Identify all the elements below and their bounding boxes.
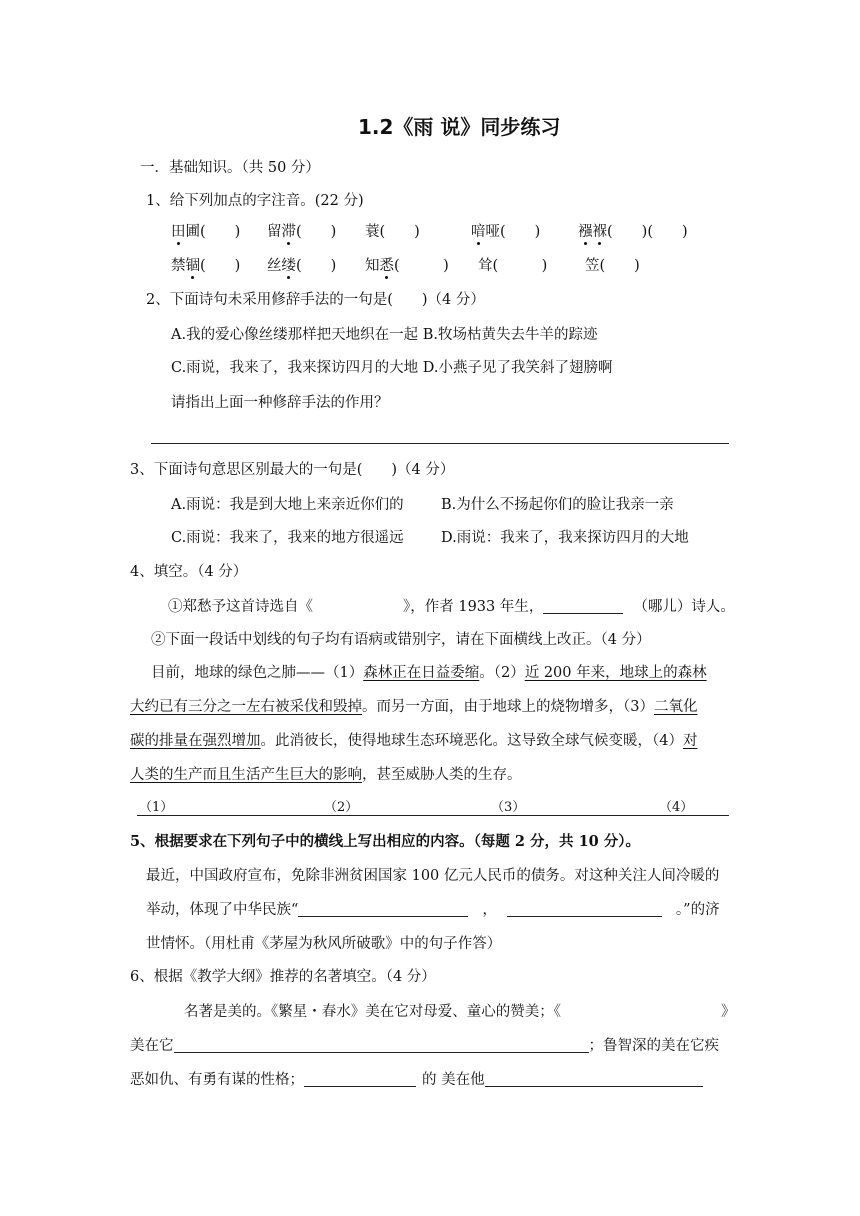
word-3: 蓑( ) [365,224,420,240]
question-6-line-1: 名著是美的。《繁星・春水》美在它对母爱、童心的赞美；《 》 [184,1004,736,1020]
passage-line-4: 人类的生产而且生活产生巨大的影响，甚至威胁人类的生存。 [130,767,522,783]
question-3-option-b: B.为什么不扬起你们的脸让我亲一亲 [441,497,674,513]
word-6: 禁锢( ) [171,258,241,274]
question-2-heading: 2、下面诗句未采用修辞手法的一句是( )（4 分） [146,292,485,308]
question-5-line-3: 世情怀。（用杜甫《茅屋为秋风所破歌》中的句子作答） [146,936,502,952]
answer-blank[interactable] [174,1036,589,1053]
passage-line-1: 目前，地球的绿色之肺——（1）森林正在日益委缩。（2）近 200 年来，地球上的森林 [151,665,707,681]
answer-blank[interactable] [507,900,662,917]
question-2-options-ab: A.我的爱心像丝缕那样把天地织在一起 B.牧场枯黄失去牛羊的踪迹 [171,327,598,343]
question-6-heading: 6、根据《教学大纲》推荐的名著填空。（4 分） [130,969,436,985]
passage-line-3: 碳的排量在强烈增加。此消彼长，使得地球生态环境恶化。这导致全球气候变暖，（4）对 [130,733,698,749]
word-5: 襁褓( )( ) [578,224,688,240]
question-6-line-2: 美在它 ；鲁智深的美在它疾 [130,1038,719,1054]
question-4-instruction: ②下面一段话中划线的句子均有语病或错别字，请在下面横线上改正。（4 分） [151,632,651,648]
section-heading: 一．基础知识。（共 50 分） [140,160,320,176]
answer-blank[interactable] [543,597,623,614]
correction-answer-line[interactable] [137,815,729,816]
question-3-heading: 3、下面诗句意思区别最大的一句是( )（4 分） [130,462,455,478]
word-10: 笠( ) [585,258,640,274]
word-7: 丝缕( ) [267,258,337,274]
question-4-fill-line: ①郑愁予这首诗选自《 》，作者 1933 年生， （哪儿）诗人。 [168,599,735,615]
answer-blank[interactable] [304,1070,416,1087]
answer-blank[interactable] [485,1070,703,1087]
word-4: 喑哑( ) [471,224,541,240]
passage-line-2: 大约已有三分之一左右被采伐和毁掉。而另一方面，由于地球上的烧物增多，（3）二氧化 [130,699,698,715]
word-8: 知悉( ) [365,258,449,274]
question-2-followup: 请指出上面一种修辞手法的作用？ [171,395,389,411]
word-2: 留滞( ) [267,224,337,240]
question-6-line-3: 恶如仇、有勇有谋的性格； 的 美在他 [130,1070,703,1090]
question-5-heading: 5、根据要求在下列句子中的横线上写出相应的内容。（每题 2 分，共 10 分）。 [130,833,641,850]
question-3-option-a: A.雨说：我是到大地上来亲近你们的 [171,497,404,513]
question-2-options-cd: C.雨说，我来了，我来探访四月的大地 D.小燕子见了我笑斜了翅膀啊 [171,360,613,376]
answer-line [151,443,729,444]
question-1-heading: 1、给下列加点的字注音。(22 分) [146,193,364,209]
question-5-line-1: 最近，中国政府宣布，免除非洲贫困国家 100 亿元人民币的债务。对这种关注人间冷暖的 [146,868,720,884]
word-9: 耸( ) [478,258,548,274]
question-5-line-2: 举动，体现了中华民族“ ， 。”的济 [146,902,720,918]
page-title: 1.2《雨 说》同步练习 [358,115,561,139]
question-4-heading: 4、填空。（4 分） [130,564,248,580]
question-3-option-d: D.雨说：我来了，我来探访四月的大地 [441,530,689,546]
question-3-option-c: C.雨说：我来了，我来的地方很遥远 [171,530,404,546]
word-1: 田圃( ) [171,224,241,240]
answer-blank[interactable] [298,900,468,917]
